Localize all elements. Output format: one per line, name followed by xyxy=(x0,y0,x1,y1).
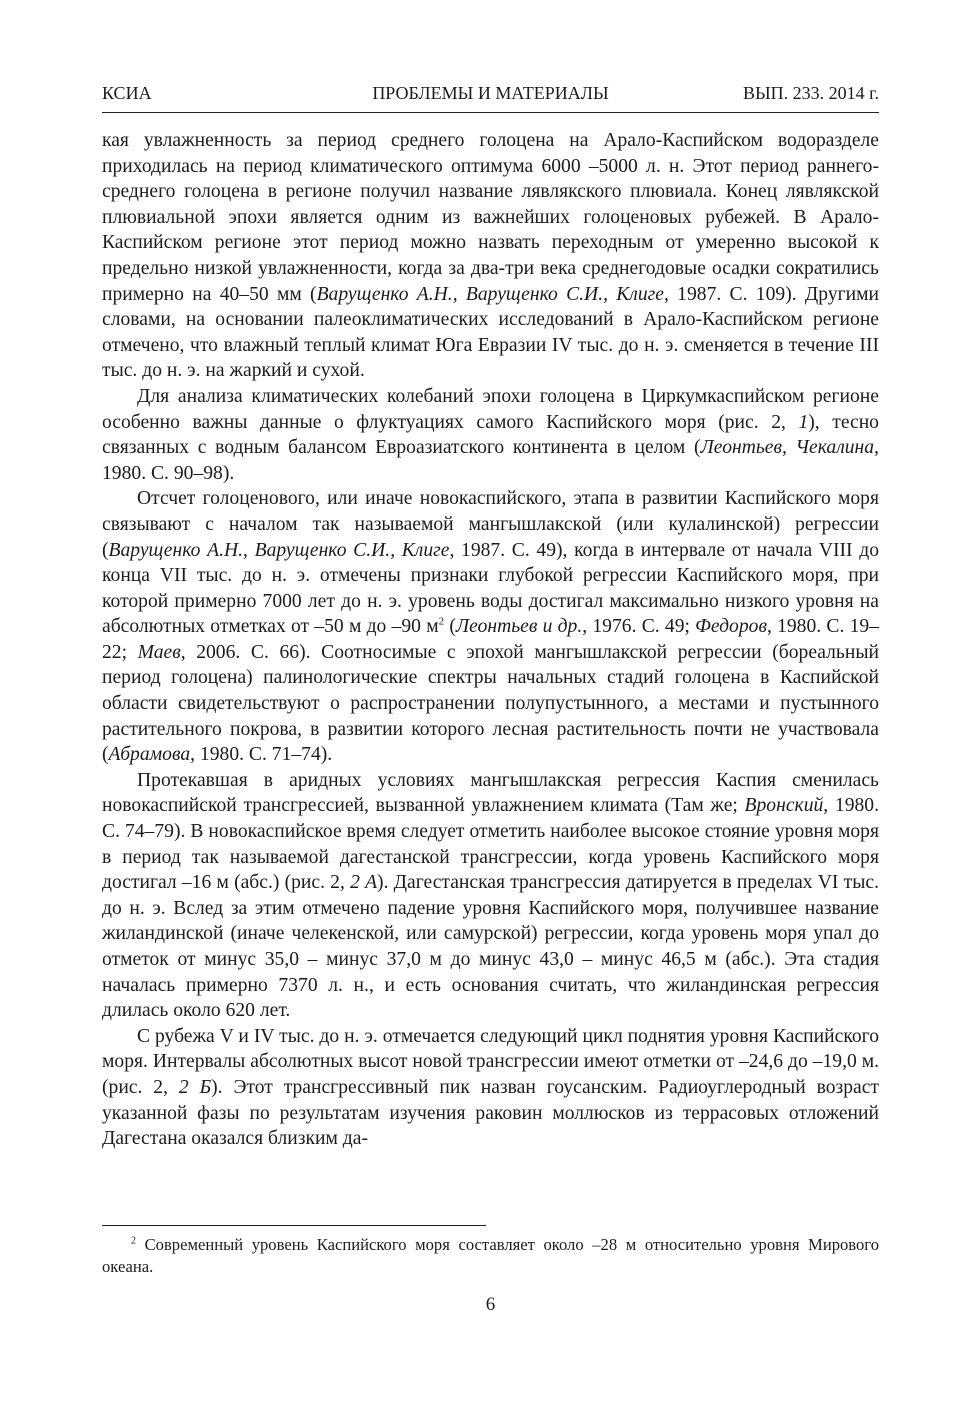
italic-citation: Маев xyxy=(137,641,181,663)
paragraph-4 xyxy=(102,768,879,1024)
running-header xyxy=(102,80,879,106)
paragraph-2 xyxy=(102,384,879,486)
paragraph-5 xyxy=(102,1024,879,1152)
italic-citation: Варущенко А.Н., Варущенко С.И., Клиге xyxy=(108,539,450,561)
text-run: Отсчет голоценового, или иначе новокаспийского, этапа в развитии Каспийского моря связывают с началом так называемой мангышлакской (или кулалинской) регрессии ( xyxy=(102,488,879,561)
text-run: С рубежа V и IV тыс. до н. э. отмечается следующий цикл поднятия уровня Каспийского моря. Интервалы абсолютных высот новой трансгрессии имеют отметки от –24,6 до –19,0 м. (рис. 2, xyxy=(102,1025,879,1098)
text-run: ). Дагестанская трансгрессия датируется в пределах VI тыс. до н. э. Вслед за этим отмечено падение уровня Каспийского моря, получившее название жиландинской (иначе челекенской, или самурской) регрессии, когда уровень моря упал до отметок от минус 35,0 – минус 37,0 м до минус 43,0 – минус 46,5 м (абс.). Эта стадия началась примерно 7370 л. н., и есть основания считать, что жиландинская регрессия длилась около 620 лет. xyxy=(102,872,879,1022)
paragraph-1 xyxy=(102,128,879,384)
text-run: , 1987. С. 49), когда в интервале от начала VIII до конца VII тыс. до н. э. отмечены признаки глубокой регрессии Каспийского моря, при которой примерно 7000 лет до н. э. уровень воды достигал максимально низкого уровня на абсолютных отметках от –50 м до –90 м xyxy=(102,539,879,638)
italic-citation: Леонтьев и др. xyxy=(455,616,583,638)
italic-citation: Абрамова xyxy=(108,744,191,766)
text-run: , 1980. С. 74–79). В новокаспийское время следует отметить наиболее высокое стояние уровня моря в период так называемой дагестанской трансгрессии, когда уровень Каспийского моря достигал –16 м (абс.) (рис. 2, xyxy=(102,795,879,894)
italic-citation: Леонтьев, Чекалина xyxy=(700,437,875,459)
header-rule xyxy=(102,112,879,113)
footnote xyxy=(102,1234,879,1278)
footnote-marker: 2 xyxy=(131,1235,136,1247)
italic-citation: Варущенко А.Н., Варущенко С.И., Клиге xyxy=(316,283,664,305)
text-run: , 1980. С. 71–74). xyxy=(190,744,333,766)
text-run: , 1980. С. 19–22; xyxy=(102,616,879,663)
page-number: 6 xyxy=(485,1294,496,1315)
text-run: , 1987. С. 109). Другими словами, на основании палеоклиматических исследований в Арало-Каспийском регионе отмечено, что влажный теплый климат Юга Евразии IV тыс. до н. э. сменяется в течение III тыс. до н. э. на жаркий и сухой. xyxy=(102,283,880,382)
italic-citation: 2 Б xyxy=(178,1076,212,1098)
text-run: ), тесно связанных с водным балансом Евроазиатского континента в целом ( xyxy=(102,411,879,459)
text-run: , 1980. С. 90–98). xyxy=(102,437,879,484)
header-journal-section: ПРОБЛЕМЫ И МАТЕРИАЛЫ xyxy=(372,83,609,103)
text-run: ( xyxy=(444,616,456,638)
header-issue-year: ВЫП. 233. 2014 г. xyxy=(742,83,879,103)
text-run: кая увлажненность за период среднего голоцена на Арало-Каспийском водоразделе приходилась на период климатического оптимума 6000 –5000 л. н. Этот период раннего-среднего голоцена в регионе получил название лявлякского плювиала. Конец лявлякской плювиальной эпохи является одним из важнейших голоценовых рубежей. В Арало-Каспийском регионе этот период можно назвать переходным от умеренно высокой к предельно низкой увлажненности, когда за два-три века среднегодовые осадки сократились примерно на 40–50 мм ( xyxy=(102,130,879,305)
text-run: , 1976. С. 49; xyxy=(582,616,696,638)
italic-citation: Федоров xyxy=(695,616,767,638)
footnote-rule xyxy=(102,1225,486,1226)
italic-citation: 1 xyxy=(798,411,809,433)
text-run: ). Этот трансгрессивный пик назван гоусанским. Радиоуглеродный возраст указанной фазы по результатам изучения раковин моллюсков из террасовых отложений Дагестана оказался близким да- xyxy=(102,1076,879,1150)
footnote-ref: 2 xyxy=(438,615,445,628)
italic-citation: 2 А xyxy=(350,872,378,894)
text-run: Для анализа климатических колебаний эпохи голоцена в Циркумкаспийском регионе особенно важны данные о флуктуациях самого Каспийского моря (рис. 2, xyxy=(102,385,879,433)
paragraph-3 xyxy=(102,486,879,768)
text-run: Протекавшая в аридных условиях мангышлакская регрессия Каспия сменилась новокаспийской трансгрессией, вызванной увлажнением климата (Там же; xyxy=(102,769,879,817)
text-run: , 2006. С. 66). Соотносимые с эпохой мангышлакской регрессии (бореальный период голоцена) палинологические спектры начальных стадий голоцена в Каспийской области свидетельствуют о распространении полупустынного, а местами и пустынного растительного покрова, в развитии которого лесная растительность почти не участвовала ( xyxy=(102,641,879,766)
body-text xyxy=(102,128,879,1152)
italic-citation: Вронский xyxy=(744,795,824,817)
header-journal-name: КСИА xyxy=(102,83,152,103)
footnote-text: Современный уровень Каспийского моря составляет около –28 м относительно уровня Мирового океана. xyxy=(102,1235,879,1276)
